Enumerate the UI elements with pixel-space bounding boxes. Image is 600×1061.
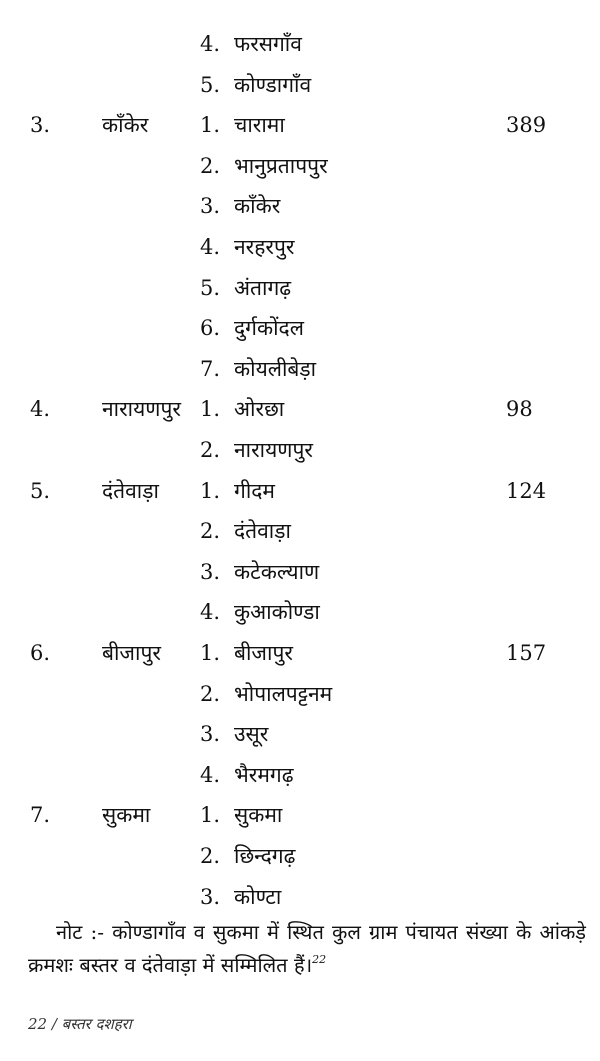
table-row bbox=[0, 836, 600, 876]
table-row bbox=[0, 227, 600, 267]
block-name: उसूर bbox=[234, 722, 269, 746]
block-name: काँकेर bbox=[234, 194, 281, 218]
table-row bbox=[0, 674, 600, 714]
block-name: कोण्डागाँव bbox=[234, 73, 312, 97]
table-row bbox=[0, 877, 600, 917]
serial-number: 5. bbox=[30, 479, 51, 503]
table-row bbox=[0, 65, 600, 105]
block-number: 6. bbox=[200, 316, 221, 340]
table-row bbox=[0, 755, 600, 795]
serial-number: 4. bbox=[30, 397, 51, 421]
block-number: 2. bbox=[200, 844, 221, 868]
block-number: 3. bbox=[200, 722, 221, 746]
table-row bbox=[0, 795, 600, 835]
block-name: कटेकल्याण bbox=[234, 560, 320, 584]
block-name: सुकमा bbox=[234, 803, 283, 827]
block-name: नरहरपुर bbox=[234, 235, 295, 259]
block-name: बीजापुर bbox=[234, 641, 293, 665]
block-name: गीदम bbox=[234, 479, 275, 503]
block-number: 5. bbox=[200, 276, 221, 300]
block-name: कुआकोण्डा bbox=[234, 600, 320, 624]
page-footer: 22 / बस्तर दशहरा bbox=[28, 1015, 132, 1033]
footnote-reference: 22 bbox=[312, 953, 327, 966]
block-name: कोण्टा bbox=[234, 885, 282, 909]
block-number: 1. bbox=[200, 113, 221, 137]
district-name: बीजापुर bbox=[102, 641, 161, 665]
table-row bbox=[0, 146, 600, 186]
block-number: 3. bbox=[200, 194, 221, 218]
panchayat-count: 157 bbox=[506, 641, 547, 665]
panchayat-count: 389 bbox=[506, 113, 547, 137]
block-number: 4. bbox=[200, 32, 221, 56]
block-number: 3. bbox=[200, 560, 221, 584]
block-number: 1. bbox=[200, 397, 221, 421]
block-number: 2. bbox=[200, 519, 221, 543]
block-name: दुर्गकोंदल bbox=[234, 316, 304, 340]
block-number: 2. bbox=[200, 154, 221, 178]
table-row bbox=[0, 552, 600, 592]
table-row bbox=[0, 592, 600, 632]
district-name: काँकेर bbox=[102, 113, 149, 137]
block-number: 4. bbox=[200, 763, 221, 787]
block-number: 2. bbox=[200, 682, 221, 706]
block-number: 2. bbox=[200, 438, 221, 462]
block-name: भैरमगढ़ bbox=[234, 763, 294, 787]
table-row bbox=[0, 389, 600, 429]
panchayat-count: 98 bbox=[506, 397, 533, 421]
block-name: अंतागढ़ bbox=[234, 276, 292, 300]
block-name: नारायणपुर bbox=[234, 438, 314, 462]
table-row bbox=[0, 349, 600, 389]
block-number: 1. bbox=[200, 641, 221, 665]
block-number: 3. bbox=[200, 885, 221, 909]
table-row bbox=[0, 308, 600, 348]
panchayat-count: 124 bbox=[506, 479, 547, 503]
block-name: ओरछा bbox=[234, 397, 285, 421]
table-row bbox=[0, 511, 600, 551]
block-number: 1. bbox=[200, 803, 221, 827]
table-row bbox=[0, 430, 600, 470]
serial-number: 7. bbox=[30, 803, 51, 827]
block-name: कोयलीबेड़ा bbox=[234, 357, 317, 381]
district-name: सुकमा bbox=[102, 803, 151, 827]
note-paragraph bbox=[28, 916, 586, 982]
block-number: 1. bbox=[200, 479, 221, 503]
block-number: 4. bbox=[200, 600, 221, 624]
block-number: 5. bbox=[200, 73, 221, 97]
table-row bbox=[0, 186, 600, 226]
block-number: 7. bbox=[200, 357, 221, 381]
table-row bbox=[0, 714, 600, 754]
district-name: नारायणपुर bbox=[102, 397, 182, 421]
serial-number: 3. bbox=[30, 113, 51, 137]
block-name: दंतेवाड़ा bbox=[234, 519, 291, 543]
district-name: दंतेवाड़ा bbox=[102, 479, 159, 503]
table-row bbox=[0, 633, 600, 673]
block-number: 4. bbox=[200, 235, 221, 259]
serial-number: 6. bbox=[30, 641, 51, 665]
block-name: फरसगाँव bbox=[234, 32, 302, 56]
block-name: चारामा bbox=[234, 113, 285, 137]
note-text: नोट :- कोण्डागाँव व सुकमा में स्थित कुल ग्राम पंचायत संख्या के आंकड़े क्रमशः बस्तर व दंतेवाड़ा में सम्मिलित हैं। bbox=[28, 920, 586, 977]
block-name: भानुप्रतापपुर bbox=[234, 154, 328, 178]
block-name: छिन्दगढ़ bbox=[234, 844, 296, 868]
table-row bbox=[0, 24, 600, 64]
table-row bbox=[0, 105, 600, 145]
table-row bbox=[0, 268, 600, 308]
block-name: भोपालपट्टनम bbox=[234, 682, 333, 706]
table-row bbox=[0, 471, 600, 511]
